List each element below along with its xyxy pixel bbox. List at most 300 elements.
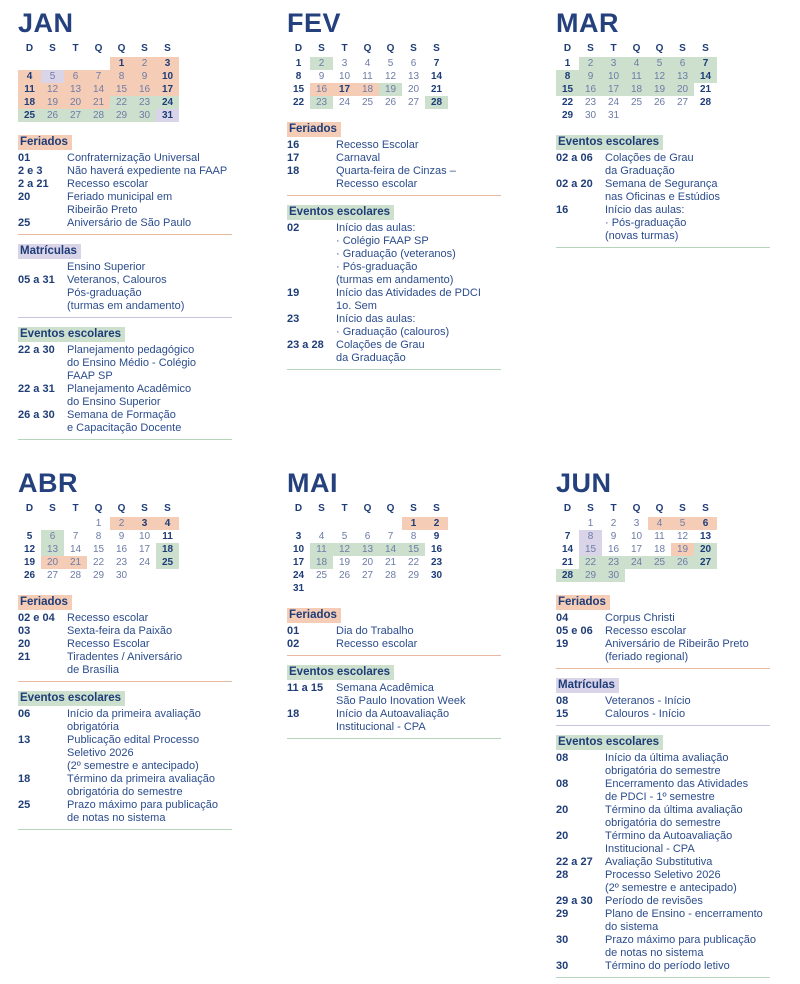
item-date: 19	[556, 638, 569, 650]
day-cell: 21	[384, 557, 397, 568]
item-description	[336, 287, 481, 313]
section-eventos	[287, 202, 519, 370]
item-line: de PDCI - 1º semestre	[605, 791, 715, 803]
item-date: 18	[287, 708, 300, 720]
section-eventos	[556, 132, 788, 248]
item-line: (turmas em andamento)	[67, 300, 185, 312]
item-line: (feriado regional)	[605, 651, 689, 663]
section-eventos	[287, 662, 519, 739]
day-cell: 7	[72, 531, 79, 542]
weekday-label: D	[563, 503, 572, 514]
day-cell: 5	[26, 531, 33, 542]
day-cell: 5	[648, 57, 671, 70]
item-line: do Ensino Superior	[67, 396, 161, 408]
item-description	[336, 313, 449, 339]
weekday-header	[287, 502, 519, 515]
item-date: 23 a 28	[287, 339, 324, 351]
day-cell: 10	[338, 71, 351, 82]
day-cell: 8	[295, 71, 302, 82]
day-cell: 23	[602, 556, 625, 569]
item-date: 02	[287, 222, 300, 234]
weekday-label: S	[433, 503, 440, 514]
day-cell: 15	[92, 544, 105, 555]
calendar-grid	[18, 57, 250, 122]
day-cell: 21	[561, 557, 574, 568]
day-cell: 18	[356, 83, 379, 96]
day-cell: 26	[384, 97, 397, 108]
item-line: Seletivo 2026	[67, 747, 134, 759]
item-line: do sistema	[605, 921, 659, 933]
item-line: Início das Atividades de PDCI	[336, 287, 481, 299]
weekday-label: S	[410, 503, 417, 514]
day-cell: 20	[671, 83, 694, 96]
day-cell: 16	[115, 544, 128, 555]
day-cell: 7	[87, 70, 110, 83]
month-abr	[18, 470, 250, 836]
list-item	[556, 908, 788, 934]
section-title: Feriados	[18, 595, 72, 610]
empty-cell	[64, 57, 87, 70]
section-feriados	[18, 592, 250, 682]
item-line: Dia do Trabalho	[336, 625, 414, 637]
item-line: FAAP SP	[67, 370, 113, 382]
day-cell: 18	[310, 556, 333, 569]
section-divider	[18, 829, 232, 830]
item-date: 22 a 31	[18, 383, 55, 395]
list-item	[556, 708, 788, 721]
list-item	[287, 339, 519, 365]
section-title: Feriados	[287, 122, 341, 137]
item-date: 04	[556, 612, 569, 624]
day-cell: 26	[41, 109, 64, 122]
month-title: MAR	[556, 8, 619, 38]
day-cell: 2	[310, 57, 333, 70]
day-cell: 6	[671, 57, 694, 70]
day-cell: 2	[110, 517, 133, 530]
item-line: obrigatória	[67, 721, 119, 733]
day-cell: 12	[676, 531, 689, 542]
weekday-label: S	[318, 43, 325, 54]
item-description	[605, 178, 720, 204]
day-cell: 17	[602, 83, 625, 96]
item-date: 05 e 06	[556, 625, 593, 637]
day-cell: 27	[361, 570, 374, 581]
item-line: Institucional - CPA	[605, 843, 695, 855]
item-line: e Capacitação Docente	[67, 422, 182, 434]
day-cell: 14	[69, 544, 82, 555]
day-cell: 25	[361, 97, 374, 108]
weekday-header	[287, 42, 519, 55]
day-cell: 2	[610, 518, 617, 529]
item-line: da Graduação	[605, 165, 675, 177]
day-cell: 27	[64, 109, 87, 122]
item-line: Feriado municipal em	[67, 191, 173, 203]
weekday-label: S	[141, 43, 148, 54]
item-description	[605, 708, 685, 721]
item-description	[67, 638, 150, 651]
item-line: Pós-graduação	[67, 287, 142, 299]
list-item	[18, 773, 250, 799]
item-description	[67, 178, 148, 191]
day-cell: 29	[579, 569, 602, 582]
day-cell: 28	[425, 96, 448, 109]
day-cell: 30	[430, 570, 443, 581]
item-description	[605, 869, 737, 895]
day-cell: 17	[138, 544, 151, 555]
day-cell: 13	[64, 83, 87, 96]
day-cell: 22	[110, 96, 133, 109]
day-cell: 24	[625, 556, 648, 569]
item-line: Avaliação Substitutiva	[605, 856, 713, 868]
item-date: 20	[18, 191, 31, 203]
day-cell: 7	[564, 531, 571, 542]
item-line: · Graduação (calouros)	[336, 326, 450, 338]
item-line: Início da Autoavaliação	[336, 708, 450, 720]
empty-cell	[287, 517, 310, 530]
day-cell: 12	[648, 70, 671, 83]
item-line: (turmas em andamento)	[336, 274, 454, 286]
item-description	[67, 612, 148, 625]
item-description	[605, 204, 686, 243]
item-date: 28	[556, 869, 569, 881]
day-cell: 15	[556, 83, 579, 96]
list-item	[556, 804, 788, 830]
day-cell: 4	[625, 57, 648, 70]
list-item	[18, 734, 250, 773]
day-cell: 2	[133, 57, 156, 70]
section-title: Matrículas	[18, 244, 81, 259]
item-description	[336, 339, 425, 365]
list-item	[287, 287, 519, 313]
day-cell: 20	[41, 556, 64, 569]
weekday-label: Q	[655, 503, 664, 514]
day-cell: 16	[310, 83, 333, 96]
section-title: Eventos escolares	[18, 691, 125, 706]
day-cell: 10	[292, 544, 305, 555]
item-line: Ensino Superior	[67, 261, 146, 273]
weekday-header	[556, 42, 788, 55]
section-divider	[556, 668, 770, 669]
item-date: 08	[556, 752, 569, 764]
section-matriculas	[18, 241, 250, 318]
weekday-label: S	[587, 503, 594, 514]
item-date: 02 e 04	[18, 612, 55, 624]
list-item	[18, 344, 250, 383]
item-line: Confraternização Universal	[67, 152, 200, 164]
item-line: Término da Autoavaliação	[605, 830, 733, 842]
empty-cell	[310, 517, 333, 530]
item-line: Planejamento Acadêmico	[67, 383, 192, 395]
day-cell: 28	[384, 570, 397, 581]
calendar-grid	[287, 517, 519, 595]
day-cell: 20	[361, 557, 374, 568]
item-description	[605, 612, 675, 625]
day-cell: 15	[292, 84, 305, 95]
item-line: Planejamento pedagógico	[67, 344, 195, 356]
section-divider	[18, 234, 232, 235]
item-line: Período de revisões	[605, 895, 703, 907]
weekday-label: Q	[363, 43, 372, 54]
month-title: FEV	[287, 8, 342, 38]
item-line: 1o. Sem	[336, 300, 377, 312]
section-divider	[556, 725, 770, 726]
day-cell: 5	[671, 517, 694, 530]
list-item	[556, 856, 788, 869]
weekday-label: Q	[94, 43, 103, 54]
section-divider	[287, 655, 501, 656]
day-cell: 19	[41, 96, 64, 109]
item-line: Processo Seletivo 2026	[605, 869, 721, 881]
item-date: 25	[18, 217, 31, 229]
item-line: Semana de Segurança	[605, 178, 718, 190]
day-cell: 3	[133, 517, 156, 530]
day-cell: 24	[338, 97, 351, 108]
section-feriados	[287, 605, 519, 656]
item-line: Quarta-feira de Cinzas –	[336, 165, 456, 177]
day-cell: 20	[694, 543, 717, 556]
day-cell: 11	[625, 70, 648, 83]
section-title: Matrículas	[556, 678, 619, 693]
day-cell: 28	[69, 570, 82, 581]
item-date: 20	[556, 830, 569, 842]
day-cell: 4	[648, 517, 671, 530]
day-cell: 14	[694, 70, 717, 83]
item-line: Recesso escolar	[605, 625, 687, 637]
weekday-label: S	[679, 503, 686, 514]
item-date: 18	[18, 773, 31, 785]
calendar-grid	[18, 517, 250, 582]
day-cell: 1	[110, 57, 133, 70]
day-cell: 26	[338, 570, 351, 581]
item-description	[336, 222, 456, 287]
list-item	[287, 638, 519, 651]
day-cell: 19	[648, 83, 671, 96]
day-cell: 20	[64, 96, 87, 109]
item-description	[67, 625, 172, 638]
item-line: Término da primeira avaliação	[67, 773, 215, 785]
day-cell: 28	[556, 569, 579, 582]
weekday-label: T	[341, 503, 348, 514]
day-cell: 27	[676, 97, 689, 108]
item-description	[67, 383, 191, 409]
month-jan	[18, 10, 250, 446]
item-date: 17	[287, 152, 300, 164]
section-title: Feriados	[287, 608, 341, 623]
section-title: Eventos escolares	[287, 665, 394, 680]
day-cell: 30	[133, 109, 156, 122]
list-item	[18, 708, 250, 734]
item-description	[67, 409, 181, 435]
day-cell: 19	[338, 557, 351, 568]
weekday-label: S	[702, 503, 709, 514]
day-cell: 21	[64, 556, 87, 569]
day-cell: 31	[156, 109, 179, 122]
calendar-grid	[556, 57, 788, 122]
day-cell: 23	[430, 557, 443, 568]
day-cell: 14	[87, 83, 110, 96]
weekday-label: Q	[117, 503, 126, 514]
day-cell: 21	[699, 84, 712, 95]
list-item	[18, 638, 250, 651]
item-date: 02 a 20	[556, 178, 593, 190]
item-line: Prazo máximo para publicação	[605, 934, 757, 946]
day-cell: 9	[118, 531, 125, 542]
list-item	[18, 217, 250, 230]
day-cell: 6	[410, 58, 417, 69]
day-cell: 9	[318, 71, 325, 82]
item-date: 19	[287, 287, 300, 299]
item-date: 02 a 06	[556, 152, 593, 164]
item-line: Início das aulas:	[605, 204, 685, 216]
section-divider	[18, 439, 232, 440]
item-line: Plano de Ensino - encerramento	[605, 908, 763, 920]
item-line: · Pós-graduação	[605, 217, 687, 229]
day-cell: 4	[18, 70, 41, 83]
section-divider	[556, 977, 770, 978]
day-cell: 10	[602, 70, 625, 83]
item-line: obrigatória do semestre	[605, 817, 721, 829]
section-title: Feriados	[556, 595, 610, 610]
list-item	[287, 139, 519, 152]
weekday-label: D	[294, 503, 303, 514]
day-cell: 9	[433, 531, 440, 542]
item-line: de notas no sistema	[67, 812, 166, 824]
weekday-label: T	[610, 503, 617, 514]
month-mar	[556, 10, 788, 254]
item-line: Recesso Escolar	[67, 638, 150, 650]
section-divider	[556, 247, 770, 248]
day-cell: 7	[694, 57, 717, 70]
day-cell: 8	[579, 530, 602, 543]
empty-cell	[41, 517, 64, 530]
day-cell: 27	[46, 570, 59, 581]
item-description	[67, 773, 215, 799]
item-date: 21	[18, 651, 31, 663]
day-cell: 16	[607, 544, 620, 555]
item-line: de Brasília	[67, 664, 119, 676]
item-line: Não haverá expediente na FAAP	[67, 165, 228, 177]
item-line: do Ensino Médio - Colégio	[67, 357, 197, 369]
empty-cell	[64, 517, 87, 530]
item-description	[67, 152, 200, 165]
month-title: MAI	[287, 468, 338, 498]
item-description	[605, 856, 712, 869]
day-cell: 16	[579, 83, 602, 96]
day-cell: 9	[610, 531, 617, 542]
item-date: 01	[287, 625, 300, 637]
item-description	[67, 191, 172, 217]
list-item	[18, 152, 250, 165]
weekday-label: Q	[632, 43, 641, 54]
day-cell: 13	[699, 531, 712, 542]
day-cell: 24	[156, 96, 179, 109]
item-date: 06	[18, 708, 31, 720]
item-date: 29	[556, 908, 569, 920]
section-eventos	[556, 732, 788, 978]
day-cell: 6	[364, 531, 371, 542]
empty-cell	[356, 517, 379, 530]
day-cell: 4	[364, 58, 371, 69]
item-date: 30	[556, 934, 569, 946]
weekday-label: Q	[117, 43, 126, 54]
day-cell: 23	[310, 96, 333, 109]
item-description	[336, 139, 419, 152]
day-cell: 10	[156, 70, 179, 83]
item-line: Término do período letivo	[605, 960, 730, 972]
list-item	[287, 222, 519, 287]
item-description	[336, 165, 456, 191]
item-description	[67, 261, 184, 313]
list-item	[18, 178, 250, 191]
day-cell: 2	[425, 517, 448, 530]
item-date: 01	[18, 152, 31, 164]
day-cell: 26	[23, 570, 36, 581]
day-cell: 19	[379, 83, 402, 96]
day-cell: 3	[602, 57, 625, 70]
day-cell: 22	[407, 557, 420, 568]
empty-cell	[379, 517, 402, 530]
day-cell: 16	[430, 544, 443, 555]
month-fev	[287, 10, 519, 376]
weekday-label: T	[341, 43, 348, 54]
list-item	[556, 895, 788, 908]
month-mai	[287, 470, 519, 745]
section-title: Eventos escolares	[287, 205, 394, 220]
weekday-label: D	[294, 43, 303, 54]
section-feriados	[18, 132, 250, 235]
item-description	[336, 708, 449, 734]
list-item	[556, 638, 788, 664]
day-cell: 17	[156, 83, 179, 96]
day-cell: 30	[115, 570, 128, 581]
day-cell: 3	[156, 57, 179, 70]
item-date: 20	[556, 804, 569, 816]
day-cell: 13	[356, 543, 379, 556]
day-cell: 18	[18, 96, 41, 109]
day-cell: 15	[579, 543, 602, 556]
day-cell: 29	[407, 570, 420, 581]
section-divider	[287, 369, 501, 370]
empty-cell	[87, 57, 110, 70]
weekday-label: S	[164, 503, 171, 514]
item-description	[605, 960, 730, 973]
section-divider	[18, 681, 232, 682]
item-line: Semana Acadêmica	[336, 682, 434, 694]
item-description	[67, 344, 196, 383]
item-line: Recesso escolar	[336, 638, 418, 650]
list-item	[556, 960, 788, 973]
item-line: Início da última avaliação	[605, 752, 729, 764]
month-title: JAN	[18, 8, 74, 38]
item-date: 13	[18, 734, 31, 746]
day-cell: 28	[699, 97, 712, 108]
day-cell: 5	[341, 531, 348, 542]
day-cell: 18	[625, 83, 648, 96]
day-cell: 12	[41, 83, 64, 96]
item-line: Ribeirão Preto	[67, 204, 138, 216]
weekday-header	[18, 502, 250, 515]
item-description	[605, 908, 763, 934]
day-cell: 8	[95, 531, 102, 542]
weekday-label: Q	[363, 503, 372, 514]
weekday-label: S	[679, 43, 686, 54]
weekday-label: T	[72, 503, 79, 514]
list-item	[287, 313, 519, 339]
item-date: 23	[287, 313, 300, 325]
day-cell: 22	[92, 557, 105, 568]
day-cell: 25	[315, 570, 328, 581]
item-line: Prazo máximo para publicação	[67, 799, 219, 811]
